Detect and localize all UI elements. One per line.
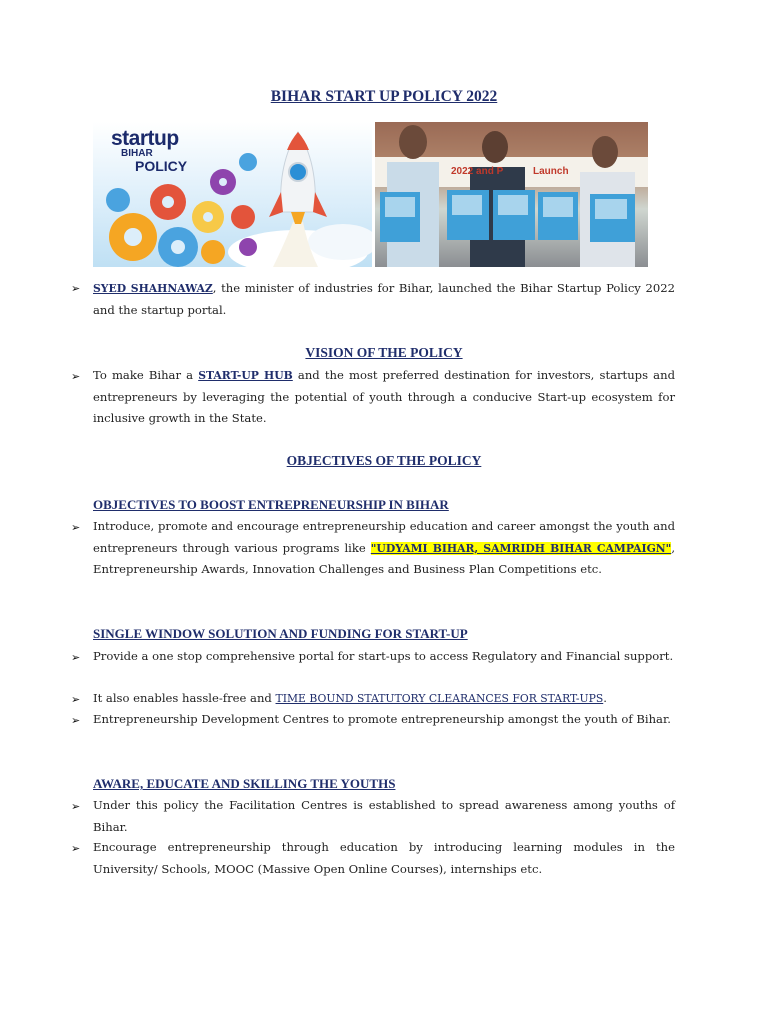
item2-text-pre: It also enables hassle-free and [93, 691, 276, 705]
vision-text-pre: To make Bihar a [93, 368, 199, 382]
logo-bihar-text: BIHAR [121, 148, 153, 159]
boost-text-post: , Entrepreneurship Awards, Innovation Challenges and Business Plan Competitions etc. [93, 540, 675, 576]
boost-paragraph [93, 516, 675, 581]
startup-hub-link[interactable]: START-UP HUB [198, 369, 293, 382]
objectives-heading: OBJECTIVES OF THE POLICY [286, 453, 482, 468]
bullet-arrow-icon: ➢ [71, 651, 81, 664]
vision-paragraph [93, 365, 675, 430]
single-window-item-2 [93, 688, 675, 710]
time-bound-clearances-link[interactable]: TIME BOUND STATUTORY CLEARANCES FOR START-UPS [275, 692, 604, 705]
single-window-item-1: Provide a one stop comprehensive portal for start-ups to access Regulatory and Financial support. [93, 649, 674, 663]
policy-launch-photo [375, 122, 648, 267]
intro-paragraph [93, 278, 675, 321]
boost-entrepreneurship-heading: OBJECTIVES TO BOOST ENTREPRENEURSHIP IN BIHAR [93, 497, 449, 512]
minister-name-link[interactable]: SYED SHAHNAWAZ [93, 282, 213, 295]
startup-bihar-policy-illustration [93, 122, 372, 267]
bullet-arrow-icon: ➢ [71, 693, 81, 706]
single-window-heading: SINGLE WINDOW SOLUTION AND FUNDING FOR START-UP [93, 626, 468, 641]
launch-event-graphic [375, 122, 648, 267]
startup-bihar-logo [111, 128, 187, 173]
logo-startup-text: startup [111, 127, 179, 150]
banner-text-fragment-1: 2022 and P [451, 166, 504, 177]
bullet-arrow-icon: ➢ [71, 842, 81, 855]
bullet-arrow-icon: ➢ [71, 714, 81, 727]
udyami-bihar-campaign-link[interactable]: "UDYAMI BIHAR, SAMRIDH BIHAR CAMPAIGN" [370, 541, 672, 555]
bullet-arrow-icon: ➢ [71, 521, 81, 534]
bullet-arrow-icon: ➢ [71, 800, 81, 813]
logo-policy-text: POLICY [135, 158, 188, 174]
vision-heading: VISION OF THE POLICY [305, 345, 463, 360]
item2-text-post: . [603, 691, 607, 705]
bullet-arrow-icon: ➢ [71, 370, 81, 383]
single-window-item-3: Entrepreneurship Development Centres to promote entrepreneurship amongst the youth of Bihar. [93, 712, 671, 726]
intro-text: , the minister of industries for Bihar, launched the Bihar Startup Policy 2022 and the startup portal. [93, 281, 675, 317]
aware-educate-heading: AWARE, EDUCATE AND SKILLING THE YOUTHS [93, 776, 396, 791]
boost-text-pre: Introduce, promote and encourage entrepreneurship education and career amongst the youth and entrepreneurs through various programs like [93, 519, 675, 555]
banner-text-fragment-2: Launch [533, 166, 569, 177]
aware-item-1: Under this policy the Facilitation Centres is established to spread awareness among youths of Bihar. [93, 798, 675, 834]
page-title: BIHAR START UP POLICY 2022 [270, 88, 498, 105]
bullet-arrow-icon: ➢ [71, 282, 81, 295]
aware-item-2: Encourage entrepreneurship through education by introducing learning modules in the University/ Schools, MOOC (Massive Open Online Courses), internships etc. [93, 840, 675, 876]
vision-text-post: and the most preferred destination for investors, startups and entrepreneurs by leveraging the potential of youth through a conducive Start-up ecosystem for inclusive growth in the State. [93, 368, 675, 425]
